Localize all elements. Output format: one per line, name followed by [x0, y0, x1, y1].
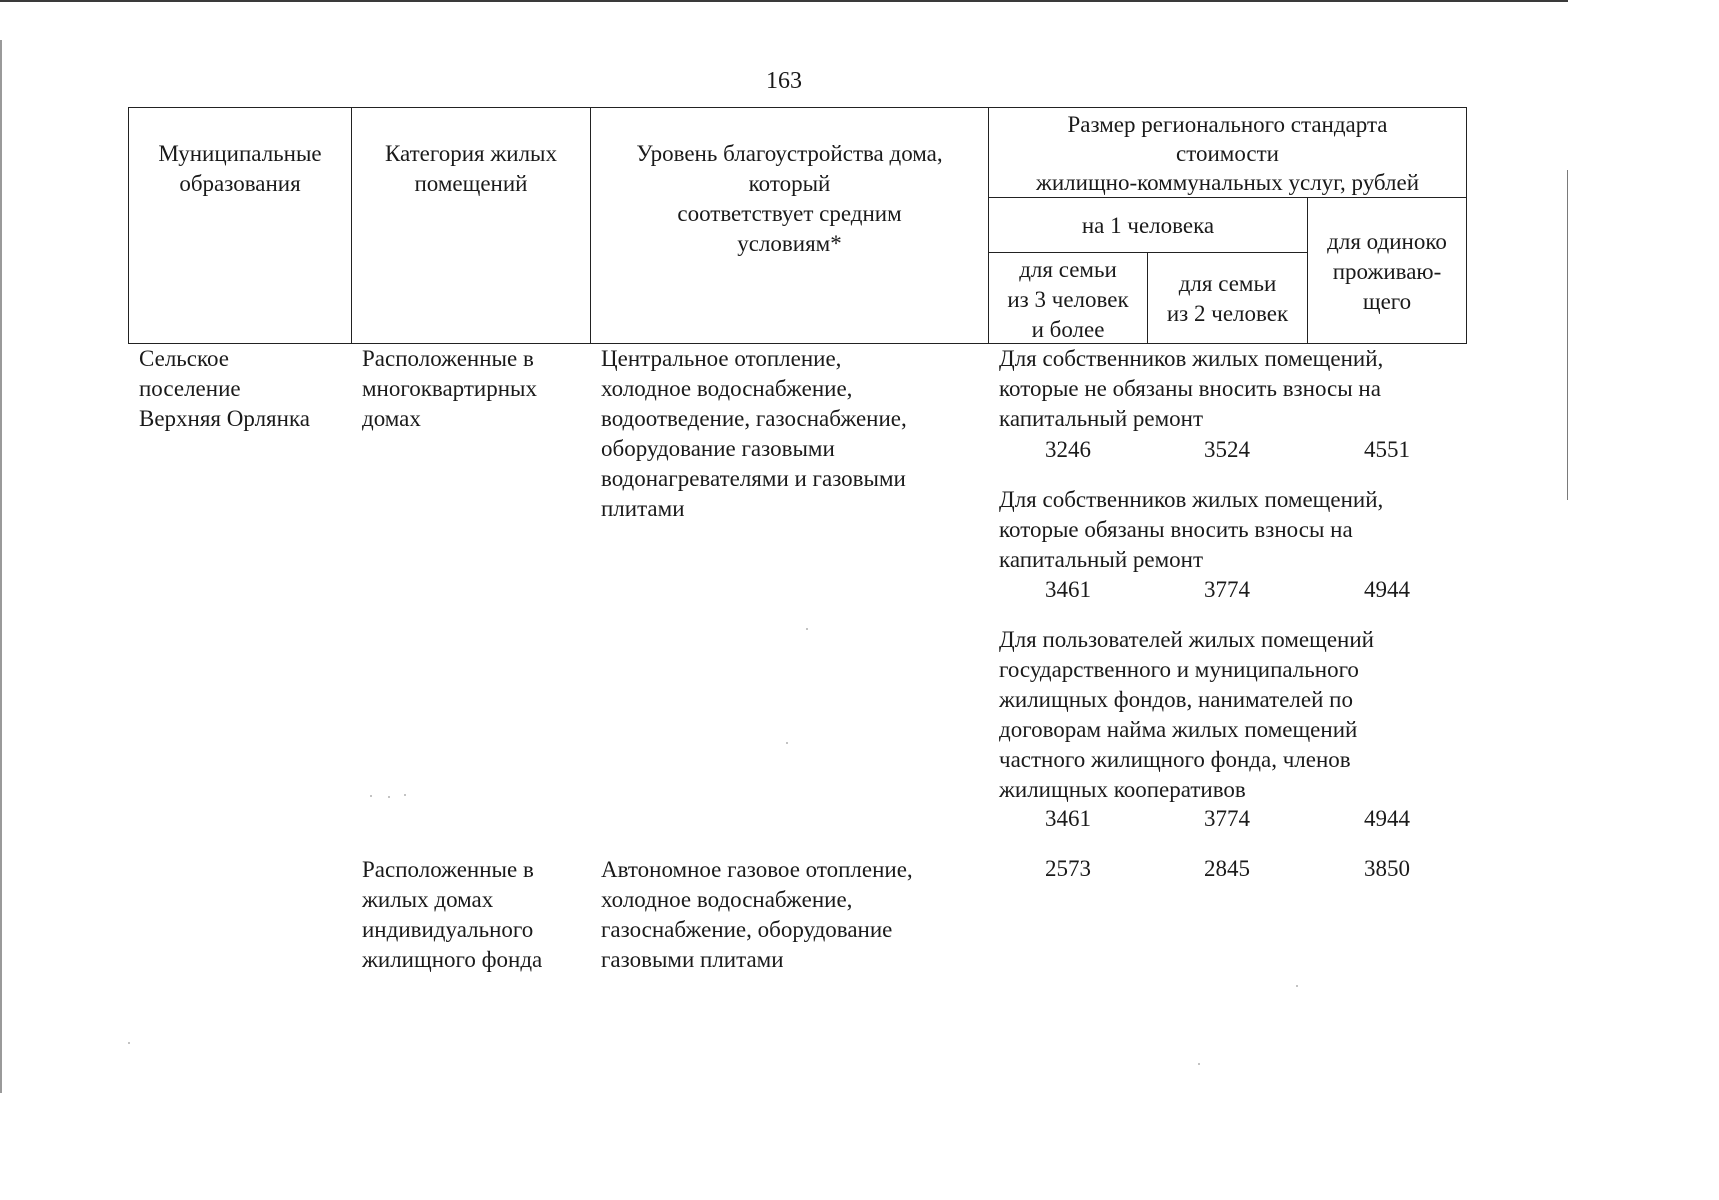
group-1-single-value: 4551 [1364, 437, 1410, 462]
header-per-person: на 1 человека [1081, 213, 1215, 238]
entry-1-level: Центральное отопление, холодное водоснабжение, водоотведение, газоснабжение, оборудование газовыми водонагревателями и газовыми плитами [601, 346, 907, 521]
header-border-top [128, 107, 1467, 108]
group-3-family-2-value: 3774 [1204, 806, 1250, 831]
group-1-family-3-value: 3246 [1045, 437, 1091, 462]
header-municipality: Муниципальные образования [158, 141, 322, 196]
scan-border-left [0, 40, 2, 1093]
page-number: 163 [766, 68, 802, 94]
scan-speck [404, 794, 406, 796]
header-standard: Размер регионального стандарта стоимости жилищно-коммунальных услуг, рублей [1035, 112, 1420, 195]
row-municipality: Сельское поселение Верхняя Орлянка [139, 346, 310, 431]
group-2-family-3-value: 3461 [1045, 577, 1091, 602]
group-2-label: Для собственников жилых помещений, которые обязаны вносить взносы на капитальный ремонт [999, 487, 1384, 572]
scan-speck [128, 1042, 130, 1044]
group-2-family-2-value: 3774 [1204, 577, 1250, 602]
scan-speck [806, 628, 808, 630]
group-3-single-value: 4944 [1364, 806, 1410, 831]
scan-border-top [0, 0, 1568, 2]
entry-2-category: Расположенные в жилых домах индивидуального жилищного фонда [362, 857, 543, 972]
header-level: Уровень благоустройства дома, который соответствует средним условиям* [636, 141, 943, 256]
scan-speck [1198, 1063, 1200, 1065]
entry-2-family-3-value: 2573 [1045, 856, 1091, 881]
header-line-standard [988, 197, 1467, 198]
header-family-2: для семьи из 2 человек [1166, 271, 1289, 326]
entry-2-level: Автономное газовое отопление, холодное водоснабжение, газоснабжение, оборудование газовыми плитами [601, 857, 913, 972]
group-3-family-3-value: 3461 [1045, 806, 1091, 831]
group-1-family-2-value: 3524 [1204, 437, 1250, 462]
scan-speck [370, 795, 372, 797]
entry-1-category: Расположенные в многоквартирных домах [362, 346, 537, 431]
entry-2-single-value: 3850 [1364, 856, 1410, 881]
header-category: Категория жилых помещений [384, 141, 558, 196]
scan-speck [786, 742, 788, 744]
scan-border-right [1567, 170, 1568, 500]
scan-speck [388, 796, 390, 798]
scan-speck [1296, 985, 1298, 987]
group-1-label: Для собственников жилых помещений, которые не обязаны вносить взносы на капитальный ремонт [999, 346, 1384, 431]
entry-2-family-2-value: 2845 [1204, 856, 1250, 881]
group-2-single-value: 4944 [1364, 577, 1410, 602]
group-3-label: Для пользователей жилых помещений государственного и муниципального жилищных фондов, нанимателей по договорам найма жилых помещений частного жилищного фонда, членов жилищных кооперативов [999, 627, 1374, 802]
header-single: для одиноко проживаю- щего [1327, 229, 1447, 314]
header-family-3: для семьи из 3 человек и более [1007, 257, 1129, 342]
